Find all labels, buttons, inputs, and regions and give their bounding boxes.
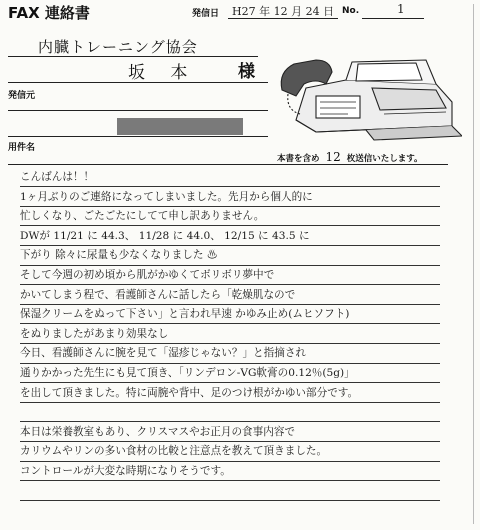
body-line: こんばんは！！ [20,171,95,183]
ruled-line [20,441,440,442]
body-line: 今日、看護師さんに腕を見て「湿疹じゃない？」と指摘され [20,347,307,360]
subject-line [8,164,448,165]
number-underline [362,18,424,19]
subject-label: 用件名 [8,143,36,153]
ruled-line [20,363,440,364]
ruled-line [20,382,440,383]
page-edge [473,4,474,524]
page-count-suffix: 枚送信いたします。 [346,154,423,164]
body-line: 通りかかった先生にも見て頂き、「リンデロン-VG軟膏の0.12％(5g)」 [20,366,355,379]
recipient-honorific: 様 [238,62,255,82]
body-line [20,403,460,423]
number-label: No. [342,6,360,16]
body-line: 本日は栄養教室もあり、クリスマスやお正月の食事内容で [20,425,296,438]
ruled-line [20,461,440,462]
ruled-line [20,402,440,403]
ruled-line [20,421,440,422]
body-line: をぬりましたがあまり効果なし [20,327,169,340]
ruled-line [20,284,440,285]
page-count-prefix: 本書を含め [277,154,320,164]
body-line: 1ヶ月ぶりのご連絡になってしまいました。先月から個人的に [20,190,313,203]
ruled-line [20,323,440,324]
sender-label: 発信元 [8,91,36,101]
date-underline [228,18,338,19]
sender-line-1 [8,110,268,111]
body-line: 下がり 除々に尿量も少なくなりました ♨ [20,249,218,262]
ruled-line [20,225,440,226]
page-count: 12 [325,150,341,164]
ruled-line [20,186,440,187]
date-label: 発信日 [192,9,220,19]
document-title: FAX 連絡書 [8,4,90,22]
body-line: コントロールが大変な時期になりそうです。 [20,464,231,477]
ruled-line [20,245,440,246]
message-body [20,168,460,482]
ruled-line [20,265,440,266]
sender-line-2 [8,136,268,137]
ruled-line [20,480,440,481]
ruled-line [20,304,440,305]
body-line: かいてしまう程で、看護師さんに話したら「乾燥肌なので [20,288,296,301]
body-line: そして今週の初め頃から肌がかゆくてボリボリ夢中で [20,268,275,281]
date-value: H27 年 12 月 24 日 [232,5,335,18]
number-value: 1 [397,2,405,16]
fax-machine-illustration [276,50,462,142]
body-line: 忙しくなり、ごたごたにしてて申し訳ありません。 [20,210,265,223]
recipient-organization: 内臓トレーニング協会 [38,38,198,56]
page-count-line [277,150,423,164]
body-line: カリウムやリンの多い食材の比較と注意点を教えて頂きました。 [20,445,328,458]
ruled-line [20,206,440,207]
redacted-sender [117,118,243,135]
recipient-name: 坂 本 [128,63,198,83]
body-line: を出して頂きました。特に両腕や背中、足のつけ根がかゆい部分です。 [20,386,359,399]
recipient-line-2 [8,82,268,83]
body-line: 保湿クリームをぬって下さい」と言われ早速 かゆみ止め(ムヒソフト) [20,308,350,321]
ruled-line [20,343,440,344]
ruled-line [20,500,440,501]
recipient-line-1 [8,56,258,57]
body-line: DWが 11/21 に 44.3、 11/28 に 44.0、 12/15 に 43.5 に [20,229,310,242]
